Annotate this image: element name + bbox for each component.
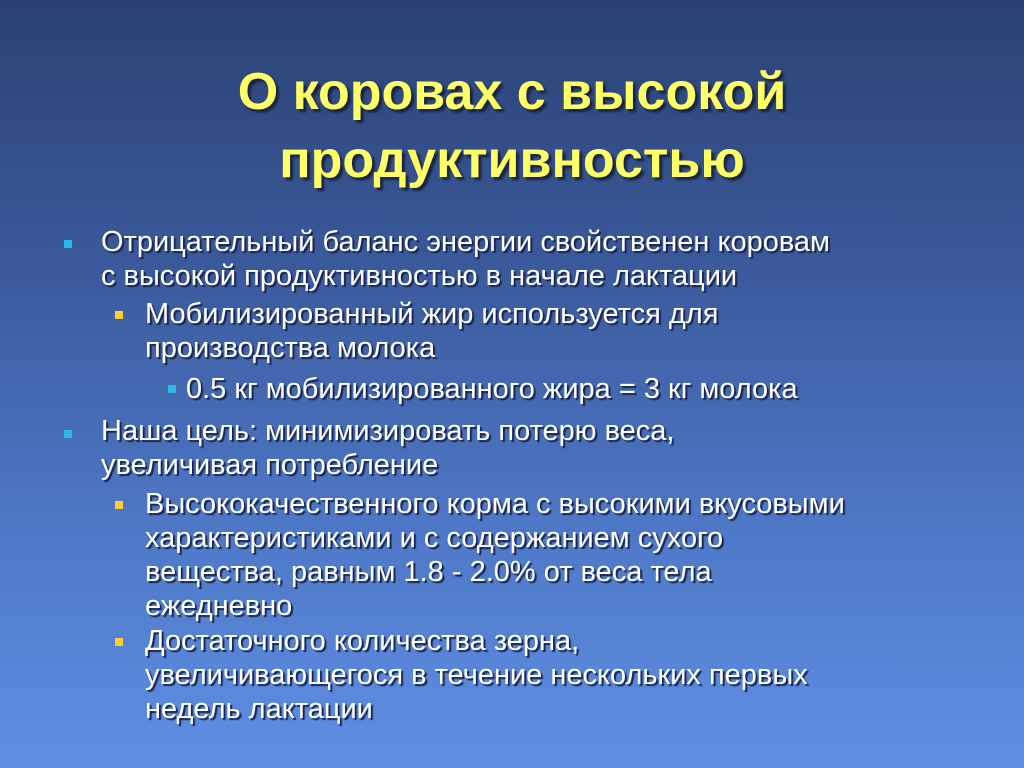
bullet-2-2-line-3: недель лактации: [145, 693, 373, 725]
bullet-1-1-1-line-1: 0.5 кг мобилизированного жира = 3 кг молока: [186, 373, 798, 405]
bullet-1-1-line-2: производства молока: [145, 332, 436, 364]
bullet-marker-icon: [64, 240, 72, 248]
bullet-1-line-1: Отрицательный баланс энергии свойственен коровам: [101, 226, 830, 258]
slide-title: [0, 58, 1024, 194]
bullet-2-1-line-3: вещества, равным 1.8 - 2.0% от веса тела: [145, 556, 712, 588]
bullet-2-1-line-1: Высококачественного корма с высокими вкусовыми: [145, 488, 845, 520]
sub-bullet-marker-icon: [115, 501, 123, 509]
bullet-2-2-line-1: Достаточного количества зерна,: [145, 625, 580, 657]
bullet-2-2-line-2: увеличивающегося в течение нескольких первых: [145, 659, 808, 691]
sub-sub-bullet-marker-icon: [168, 385, 176, 393]
sub-bullet-marker-icon: [115, 638, 123, 646]
bullet-2-line-1: Наша цель: минимизировать потерю веса,: [101, 415, 675, 447]
slide-title-line: О коровах с высокой: [237, 63, 787, 121]
bullet-marker-icon: [64, 430, 72, 438]
bullet-2-1-line-2: характеристиками и с содержанием сухого: [145, 522, 724, 554]
bullet-2-line-2: увеличивая потребление: [101, 449, 439, 481]
bullet-1-1-line-1: Мобилизированный жир используется для: [145, 298, 719, 330]
slide-title-line: продуктивностью: [279, 131, 745, 189]
bullet-1-line-2: с высокой продуктивностью в начале лактации: [101, 260, 738, 292]
sub-bullet-marker-icon: [115, 311, 123, 319]
bullet-2-1-line-4: ежедневно: [145, 590, 293, 622]
